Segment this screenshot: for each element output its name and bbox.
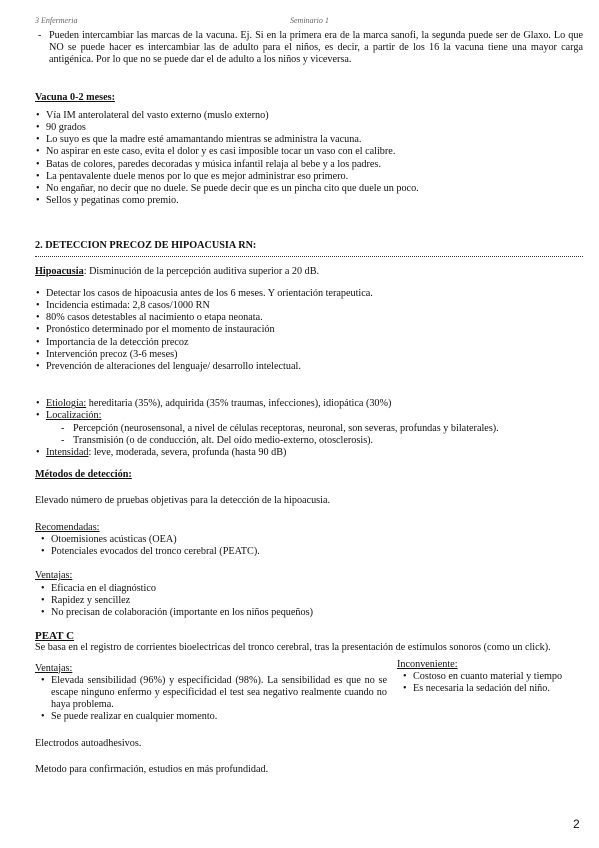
list-item: • La pentavalente duele menos por lo que es mejor administrar eso primero. [35,171,583,183]
peatc-description: Se basa en el registro de corrientes bioelectricas del tronco cerebral, tras la presentación de estímulos sonoros (como un click). [35,642,551,654]
list-item: - Transmisión (o de conducción, alt. Del oído medio-externo, otosclerosis). [35,435,583,447]
recomendadas-label: Recomendadas: [35,521,100,533]
list-item: • Sellos y pegatinas como premio. [35,195,583,207]
list-item: • Rapidez y sencillez [35,595,583,607]
localizacion-list [35,423,583,447]
section-divider [35,256,583,257]
peatc-ventajas-list [35,675,387,724]
metodo-text: Metodo para confirmación, estudios en más profundidad. [35,763,269,775]
metodos-heading: Métodos de detección: [35,469,132,481]
metodos-intro: Elevado número de pruebas objetivas para la detección de la hipoacusia. [35,495,331,507]
header-course: 3 Enfermeria [35,16,78,25]
list-item: • Costoso en cuanto material y tiempo [397,671,583,683]
list-item: • Lo suyo es que la madre esté amamantando mientras se administra la vacuna. [35,134,583,146]
list-item: - Percepción (neurosensonal, a nivel de células receptoras, neuronal, son severas, profundas y bilaterales). [35,423,583,435]
list-item: • No aspirar en este caso, evita el dolor y es casi imposible tocar un vaso con el calibre. [35,146,583,158]
ventajas-list [35,583,583,620]
intro-item: - Pueden intercambiar las marcas de la vacuna. Ej. Si en la primera era de la marca sanofi, la segunda puede ser de Glaxo. Lo que NO se puede hacer es intercambiar las de adulto para el niños, es decir, a partir de los 16 la vacuna tiene una mayor carga antigénica. Por lo que no se puede dar el de adulto a los niños y viceversa. [35,30,583,67]
peatc-heading: PEAT C [35,630,75,643]
recomendadas-list [35,534,583,558]
list-item: • Prevención de alteraciones del lenguaje/ desarrollo intelectual. [35,361,583,373]
peatc-ventajas [35,663,387,724]
list-item: • Elevada sensibilidad (96%) y especificidad (98%). La sensibilidad es que no se escape ninguno enfermo y especificidad el test sea negativo realmente cuando no haya problema. [35,675,387,712]
intensidad-list [35,447,583,459]
ventajas-label: Ventajas: [35,570,73,582]
intro-list [35,30,583,67]
list-item: • Vía IM anterolateral del vasto externo (muslo externo) [35,110,583,122]
header-seminar: Seminario 1 [290,16,329,25]
etiologia-item: • Etiología: hereditaria (35%), adquirida (35% traumas, infecciones), idiopática (30%) [35,398,583,410]
inconvenientes-list [397,671,583,695]
list-item: • Batas de colores, paredes decoradas y música infantil relaja al bebe y a los padres. [35,159,583,171]
page-number: 2 [573,817,580,831]
vacuna-list [35,110,583,208]
list-item: • 80% casos detestables al nacimiento o etapa neonata. [35,312,583,324]
peatc-columns [35,658,583,724]
intensidad-item: • Intensidad: leve, moderada, severa, profunda (hasta 90 dB) [35,447,583,459]
list-item: • Detectar los casos de hipoacusia antes de los 6 meses. Y orientación terapeutica. [35,288,583,300]
peatc-inconvenientes [397,659,583,696]
peatc-ventajas-label: Ventajas: [35,662,73,674]
list-item: • 90 grados [35,122,583,134]
list-item: • Es necesaria la sedación del niño. [397,683,583,695]
classification-list [35,398,583,422]
list-item: • No precisan de colaboración (importante en los niños pequeños) [35,607,583,619]
list-item: • Incidencia estimada: 2,8 casos/1000 RN [35,300,583,312]
list-item: • Pronóstico determinado por el momento de instauración [35,324,583,336]
hipoacusia-term: Hipoacusia [35,265,84,277]
list-item: • Otoemisiones acústicas (OEA) [35,534,583,546]
list-item: • Eficacia en el diagnóstico [35,583,583,595]
localizacion-item: • Localización: [35,410,583,422]
hipoacusia-definition: Hipoacusia: Disminución de la percepción auditiva superior a 20 dB. [35,265,320,277]
list-item: • Importancia de la detección precoz [35,337,583,349]
list-item: • No engañar, no decir que no duele. Se puede decir que es un pincha cito que duele un poco. [35,183,583,195]
electrodos-text: Electrodos autoadhesivos. [35,737,142,749]
list-item: • Se puede realizar en cualquier momento. [35,711,387,723]
deteccion-heading: 2. DETECCION PRECOZ DE HIPOACUSIA RN: [35,240,257,252]
inconveniente-label: Inconveniente: [397,658,458,670]
page-content [35,30,583,776]
deteccion-list [35,288,583,373]
list-item: • Intervención precoz (3-6 meses) [35,349,583,361]
vacuna-heading: Vacuna 0-2 meses: [35,91,115,103]
list-item: • Potenciales evocados del tronco cerebral (PEATC). [35,546,583,558]
